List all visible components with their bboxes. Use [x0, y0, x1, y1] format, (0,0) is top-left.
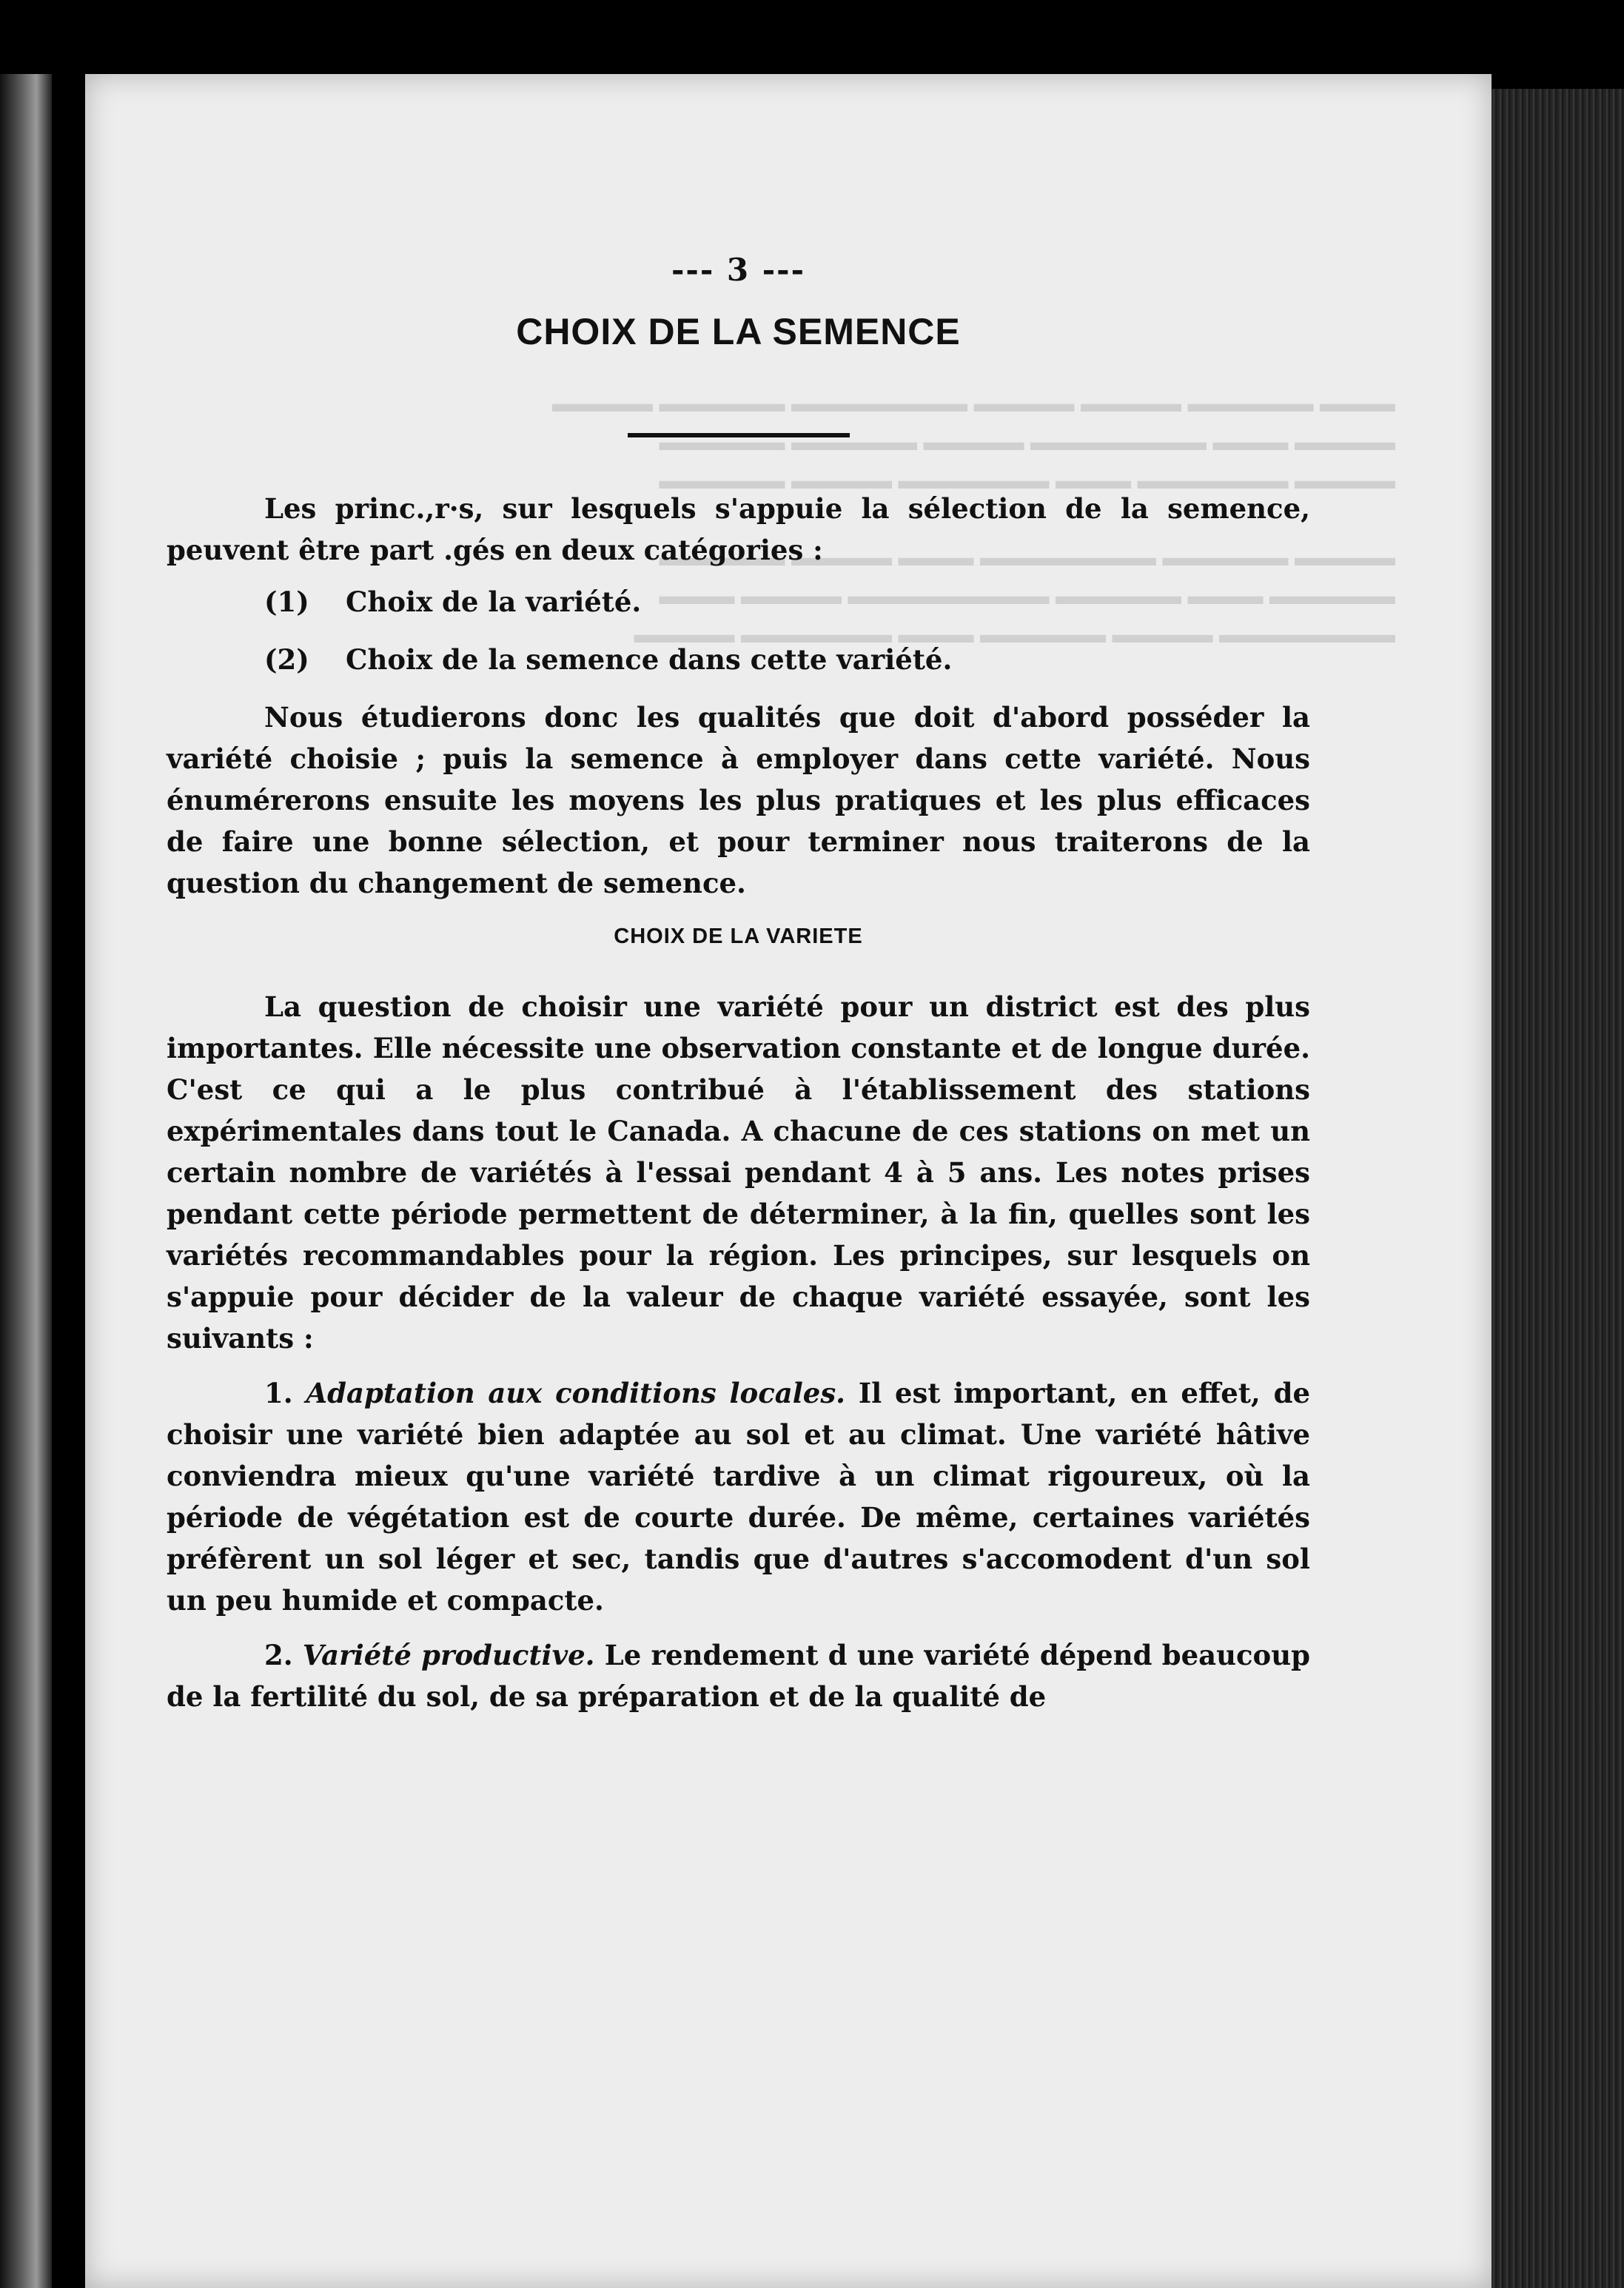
numbered-point	[167, 1634, 1310, 1717]
list-item-text: Choix de la variété.	[346, 586, 642, 618]
point-lead: Variété productive.	[302, 1639, 595, 1671]
list-item	[167, 639, 1310, 680]
point-text: Le rendement d une variété dépend beaucoup de la fertilité du sol, de sa préparation et de la qualité de	[167, 1639, 1310, 1713]
body-paragraph: Nous étudierons donc les qualités que doit d'abord posséder la variété choisie ; puis la semence à employer dans cette variété. Nous énumérerons ensuite les moyens les plus pratiques et les plus efficaces de faire une bonne sélection, et pour terminer nous traiterons de la question du changement de semence.	[167, 701, 1310, 899]
page-content	[167, 252, 1310, 1717]
title-divider	[628, 433, 850, 437]
book-page-stack-edge	[1492, 89, 1624, 2288]
intro-paragraph: Les princ.,r·s, sur lesquels s'appuie la sélection de la semence, peuvent être part .gés en deux catégories :	[167, 492, 1310, 566]
section-heading: CHOIX DE LA VARIETE	[614, 925, 863, 948]
list-item-number: (1)	[264, 586, 309, 618]
point-number: 1.	[264, 1377, 293, 1409]
body-paragraph: La question de choisir une variété pour un district est des plus importantes. Elle nécessite une observation constante et de longue durée. C'est ce qui a le plus contribué à l'établissement des stations expérimentales dans tout le Canada. A chacune de ces stations on met un certain nombre de variétés à l'essai pendant 4 à 5 ans. Les notes prises pendant cette période permettent de déterminer, à la fin, quelles sont les variétés recommandables pour la région. Les principes, sur lesquels on s'appuie pour décider de la valeur de chaque variété essayée, sont les suivants :	[167, 990, 1310, 1355]
list-item	[167, 581, 1310, 623]
list-item-text: Choix de la semence dans cette variété.	[346, 643, 953, 676]
point-text: Il est important, en effet, de choisir une variété bien adaptée au sol et au climat. Une variété hâtive conviendra mieux qu'une variété tardive à un climat rigoureux, où la période de végétation est de courte durée. De même, certaines variétés préfèrent un sol léger et sec, tandis que d'autres s'accomodent d'un sol un peu humide et compacte.	[167, 1377, 1310, 1617]
book-page	[85, 74, 1492, 2288]
show-through-text: ▬▬▬ ▬▬▬▬▬ ▬▬▬▬ ▬▬▬▬ ▬▬▬▬▬▬▬ ▬▬▬▬▬ ▬▬▬▬ ▬▬▬▬ ▬▬▬ ▬▬▬▬▬▬▬ ▬▬▬▬ ▬▬▬▬▬ ▬▬▬▬▬ ▬▬▬▬ ▬▬▬▬▬▬ ▬▬▬ ▬▬▬▬▬▬ ▬▬▬▬ ▬▬▬▬▬ ▬▬▬▬ ▬▬▬▬▬ ▬▬▬▬▬▬▬ ▬▬▬ ▬▬▬▬ ▬▬▬▬▬ ▬▬▬▬▬ ▬▬▬ ▬▬▬▬▬ ▬▬▬▬▬▬▬▬ ▬▬▬▬ ▬▬▬ ▬▬▬▬▬▬▬ ▬▬▬▬ ▬▬▬▬▬ ▬▬▬ ▬▬▬▬▬▬ ▬▬▬▬	[552, 390, 1395, 648]
page-number: --- 3 ---	[671, 252, 806, 288]
point-lead: Adaptation aux conditions locales.	[306, 1377, 846, 1409]
list-item-number: (2)	[264, 643, 309, 676]
numbered-point	[167, 1372, 1310, 1621]
point-number: 2.	[264, 1639, 293, 1671]
facing-page-edge	[0, 74, 52, 2288]
page-title: CHOIX DE LA SEMENCE	[516, 311, 961, 352]
